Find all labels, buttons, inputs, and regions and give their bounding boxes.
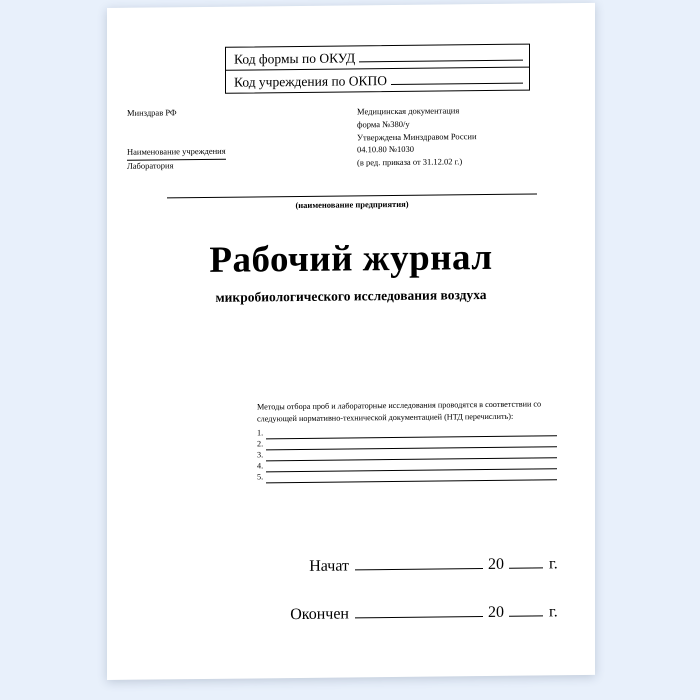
code-row-okpo <box>226 67 529 93</box>
institution-value: Лаборатория <box>127 160 174 171</box>
right-info-line-1: Медицинская документация <box>357 105 460 117</box>
methods-item-number: 5. <box>257 472 264 482</box>
methods-item-number: 1. <box>257 428 264 438</box>
enterprise-name-caption: (наименование предприятия) <box>295 198 409 211</box>
right-info-line-3: Утверждена Минздравом России <box>357 130 477 142</box>
methods-line-1: Методы отбора проб и лабораторные исследования проводятся в соответствии со <box>257 399 542 412</box>
code-label-okpo: Код учреждения по ОКПО <box>234 73 388 90</box>
started-year-prefix: 20 <box>488 555 504 574</box>
ministry-label: Минздрав РФ <box>127 107 177 118</box>
methods-line-2: следующей нормативно-технической документацией (НТД перечислить): <box>257 411 514 424</box>
institution-label-text: Наименование учреждения <box>127 146 226 161</box>
code-input-okud[interactable] <box>359 47 523 63</box>
finished-year-suffix: г. <box>549 603 558 621</box>
right-info-line-4: 04.10.80 №1030 <box>357 144 414 155</box>
started-label: Начат <box>309 557 349 575</box>
code-row-okud <box>226 45 529 70</box>
started-year-suffix: г. <box>549 555 558 573</box>
methods-block <box>257 398 557 483</box>
started-date-input[interactable] <box>355 552 483 570</box>
code-label-okud: Код формы по ОКУД <box>234 50 356 67</box>
code-box <box>225 44 530 94</box>
document-sheet <box>107 3 595 680</box>
right-info-line-2: форма №380/у <box>357 118 410 130</box>
methods-item-number: 4. <box>257 461 264 471</box>
bottom-block <box>257 551 567 650</box>
page-title: Рабочий журнал <box>209 236 493 281</box>
started-year-input[interactable] <box>509 551 543 568</box>
finished-date-input[interactable] <box>355 600 483 618</box>
methods-numbered-list <box>257 425 557 483</box>
right-info-block <box>357 103 587 169</box>
finished-year-input[interactable] <box>509 599 543 616</box>
methods-item-line[interactable] <box>266 471 557 483</box>
left-info-spacer <box>127 117 307 147</box>
methods-item-number: 3. <box>257 450 264 460</box>
document-page <box>107 3 595 680</box>
started-row <box>257 551 567 576</box>
code-input-okpo[interactable] <box>391 70 523 85</box>
methods-item-number: 2. <box>257 439 264 449</box>
left-info-block <box>127 106 307 172</box>
right-info-line-5: (в ред. приказа от 31.12.02 г.) <box>357 156 463 168</box>
finished-label: Окончен <box>290 605 349 624</box>
page-subtitle: микробиологического исследования воздуха <box>215 287 487 305</box>
finished-row <box>257 599 567 624</box>
finished-year-prefix: 20 <box>488 603 504 622</box>
